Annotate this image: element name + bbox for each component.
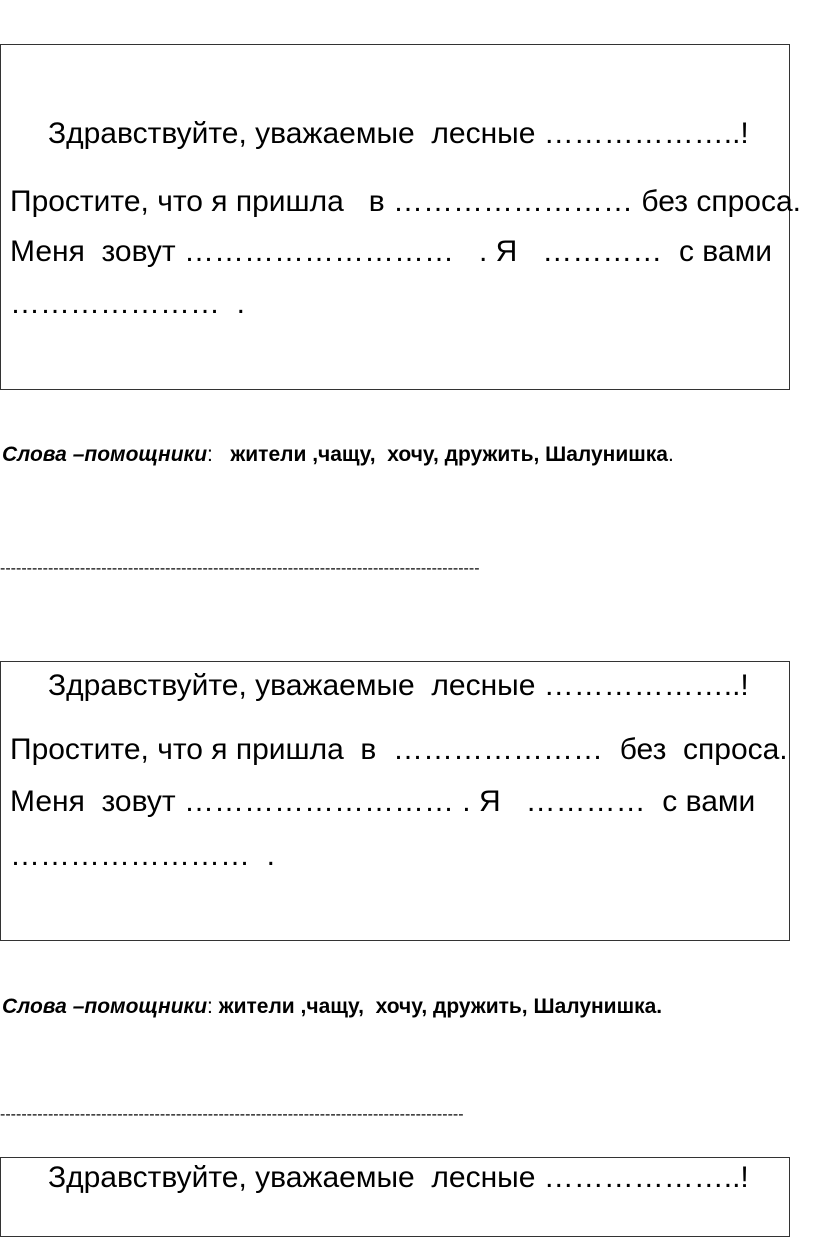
card1-greeting: Здравствуйте, уважаемые лесные ………………..! [48, 117, 749, 150]
card1-line-2: Меня зовут ……………………… . Я ………… с вами [10, 235, 772, 268]
cut-line-1: ------------------------------------------------------------------------------------------ [0, 560, 480, 577]
helper-label: Слова –помощники [2, 443, 208, 466]
card2-line-3: …………………… . [10, 839, 276, 872]
card2-line-1: Простите, что я пришла в ………………… без спроса. [10, 733, 788, 766]
helper-word-list: жители ,чащу, хочу, дружить, Шалунишка [230, 443, 668, 466]
helper-label: Слова –помощники [2, 995, 208, 1018]
helper-colon: : [207, 995, 219, 1018]
card2-greeting: Здравствуйте, уважаемые лесные ………………..! [48, 669, 749, 702]
helper-word-list: жители ,чащу, хочу, дружить, Шалунишка. [218, 995, 663, 1018]
helper-words-1 [2, 442, 674, 468]
helper-words-2 [2, 994, 662, 1020]
helper-period: . [667, 443, 674, 466]
card3-greeting: Здравствуйте, уважаемые лесные ………………..! [48, 1161, 749, 1194]
card2-line-2: Меня зовут ……………………… . Я ………… с вами [10, 785, 756, 818]
helper-colon: : [207, 443, 231, 466]
card1-line-1: Простите, что я пришла в …………………… без спроса. [10, 185, 801, 218]
cut-line-2: --------------------------------------------------------------------------------------- [0, 1106, 464, 1123]
card1-line-3: ………………… . [10, 287, 246, 320]
